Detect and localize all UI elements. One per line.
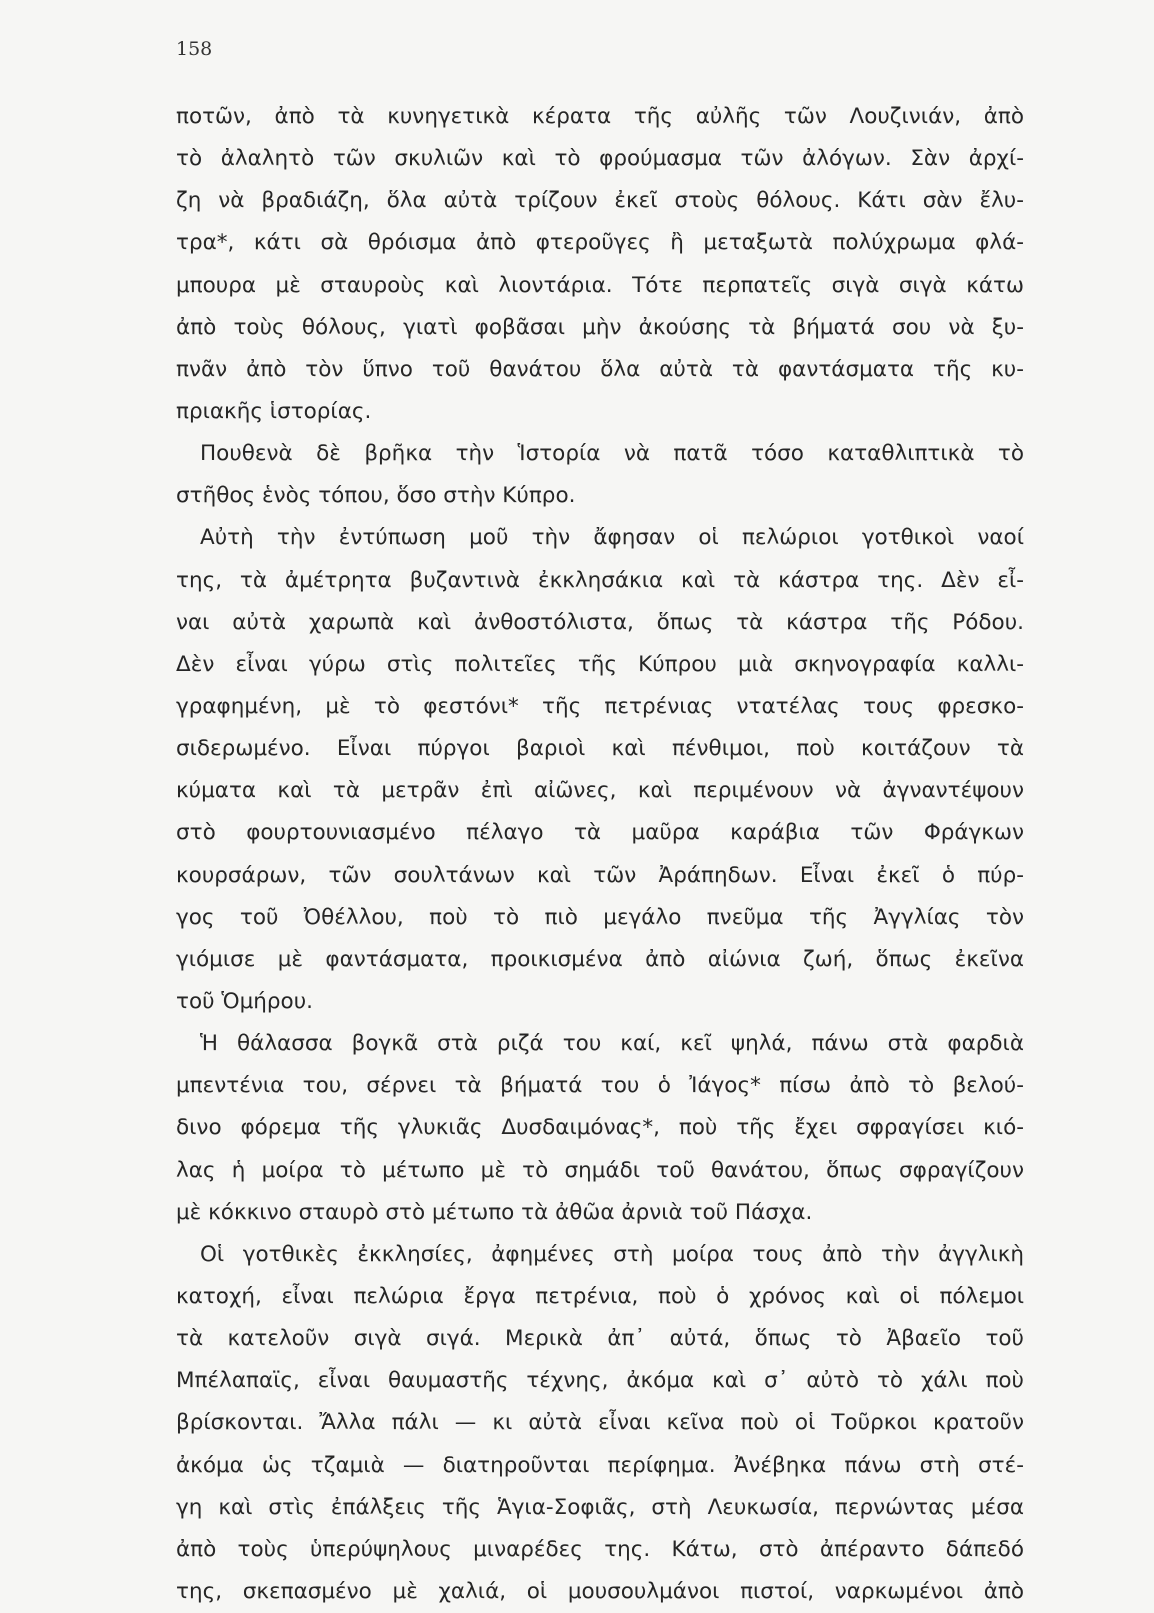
text-line: κύματα καὶ τὰ μετρᾶν ἐπὶ αἰῶνες, καὶ περιμένουν νὰ ἀγναντέψουν xyxy=(176,778,1024,804)
text-line: τρα*, κάτι σὰ θρόισμα ἀπὸ φτεροῦγες ἢ μεταξωτὰ πολύχρωμα φλά- xyxy=(176,230,1024,256)
text-line: της, τὰ ἀμέτρητα βυζαντινὰ ἐκκλησάκια καὶ τὰ κάστρα της. Δὲν εἶ- xyxy=(176,567,1024,593)
body-text xyxy=(176,96,1024,1613)
text-line: γιόμισε μὲ φαντάσματα, προικισμένα ἀπὸ αἰώνια ζωή, ὅπως ἐκεῖνα xyxy=(176,946,1024,972)
text-line: γη καὶ στὶς ἐπάλξεις τῆς Ἁγια-Σοφιᾶς, στὴ Λευκωσία, περνώντας μέσα xyxy=(176,1494,1024,1520)
text-line: λας ἡ μοίρα τὸ μέτωπο μὲ τὸ σημάδι τοῦ θανάτου, ὅπως σφραγίζουν xyxy=(176,1157,1024,1183)
text-line: τὸ ἀλαλητὸ τῶν σκυλιῶν καὶ τὸ φρούμασμα τῶν ἀλόγων. Σὰν ἀρχί- xyxy=(176,146,1024,172)
text-line: μπουρα μὲ σταυροὺς καὶ λιοντάρια. Τότε περπατεῖς σιγὰ σιγὰ κάτω xyxy=(176,272,1024,298)
text-line: ἀπὸ τοὺς θόλους, γιατὶ φοβᾶσαι μὴν ἀκούσης τὰ βήματά σου νὰ ξυ- xyxy=(176,314,1024,340)
text-line: Ἡ θάλασσα βογκᾶ στὰ ριζά του καί, κεῖ ψηλά, πάνω στὰ φαρδιὰ xyxy=(200,1031,1024,1057)
text-line: βρίσκονται. Ἄλλα πάλι — κι αὐτὰ εἶναι κεῖνα ποὺ οἱ Τοῦρκοι κρατοῦν xyxy=(176,1410,1024,1436)
text-line: τοῦ Ὁμήρου. xyxy=(176,988,313,1014)
text-line: γραφημένη, μὲ τὸ φεστόνι* τῆς πετρένιας ντατέλας τους φρεσκο- xyxy=(176,693,1024,719)
text-line: της, σκεπασμένο μὲ χαλιά, οἱ μουσουλμάνοι πιστοί, ναρκωμένοι ἀπὸ xyxy=(176,1578,1024,1604)
text-line: Οἱ γοτθικὲς ἐκκλησίες, ἀφημένες στὴ μοίρα τους ἀπὸ τὴν ἀγγλικὴ xyxy=(200,1241,1024,1267)
text-line: τὰ κατελοῦν σιγὰ σιγά. Μερικὰ ἀπ᾽ αὐτά, ὅπως τὸ Ἀβαεῖο τοῦ xyxy=(176,1326,1024,1352)
text-line: ἀκόμα ὡς τζαμιὰ — διατηροῦνται περίφημα. Ἀνέβηκα πάνω στὴ στέ- xyxy=(176,1452,1024,1478)
text-line: κουρσάρων, τῶν σουλτάνων καὶ τῶν Ἀράπηδων. Εἶναι ἐκεῖ ὁ πύρ- xyxy=(176,862,1024,888)
text-line: μὲ κόκκινο σταυρὸ στὸ μέτωπο τὰ ἀθῶα ἀρνιὰ τοῦ Πάσχα. xyxy=(176,1199,813,1225)
text-line: Αὐτὴ τὴν ἐντύπωση μοῦ τὴν ἄφησαν οἱ πελώριοι γοτθικοὶ ναοί xyxy=(200,525,1024,551)
text-line: ναι αὐτὰ χαρωπὰ καὶ ἀνθοστόλιστα, ὅπως τὰ κάστρα τῆς Ρόδου. xyxy=(176,609,1024,635)
text-line: πνᾶν ἀπὸ τὸν ὕπνο τοῦ θανάτου ὅλα αὐτὰ τὰ φαντάσματα τῆς κυ- xyxy=(176,356,1024,382)
text-line: πριακῆς ἱστορίας. xyxy=(176,398,372,424)
text-line: δινο φόρεμα τῆς γλυκιᾶς Δυσδαιμόνας*, ποὺ τῆς ἔχει σφραγίσει κιό- xyxy=(176,1115,1024,1141)
text-line: Πουθενὰ δὲ βρῆκα τὴν Ἱστορία νὰ πατᾶ τόσο καταθλιπτικὰ τὸ xyxy=(200,441,1024,467)
text-line: στῆθος ἑνὸς τόπου, ὅσο στὴν Κύπρο. xyxy=(176,483,576,509)
page-number: 158 xyxy=(176,38,213,60)
text-line: ζη νὰ βραδιάζη, ὅλα αὐτὰ τρίζουν ἐκεῖ στοὺς θόλους. Κάτι σὰν ἔλυ- xyxy=(176,188,1024,214)
text-line: Μπέλαπαϊς, εἶναι θαυμαστῆς τέχνης, ἀκόμα καὶ σ᾽ αὐτὸ τὸ χάλι ποὺ xyxy=(176,1368,1024,1394)
text-line: σιδερωμένο. Εἶναι πύργοι βαριοὶ καὶ πένθιμοι, ποὺ κοιτάζουν τὰ xyxy=(176,736,1024,762)
text-line: γος τοῦ Ὀθέλλου, ποὺ τὸ πιὸ μεγάλο πνεῦμα τῆς Ἀγγλίας τὸν xyxy=(176,904,1024,930)
text-line: στὸ φουρτουνιασμένο πέλαγο τὰ μαῦρα καράβια τῶν Φράγκων xyxy=(176,820,1024,846)
text-line: κατοχή, εἶναι πελώρια ἔργα πετρένια, ποὺ ὁ χρόνος καὶ οἱ πόλεμοι xyxy=(176,1283,1024,1309)
text-line: Δὲν εἶναι γύρω στὶς πολιτεῖες τῆς Κύπρου μιὰ σκηνογραφία καλλι- xyxy=(176,651,1024,677)
text-line: ποτῶν, ἀπὸ τὰ κυνηγετικὰ κέρατα τῆς αὐλῆς τῶν Λουζινιάν, ἀπὸ xyxy=(176,104,1024,129)
text-line: μπεντένια του, σέρνει τὰ βήματά του ὁ Ἰάγος* πίσω ἀπὸ τὸ βελού- xyxy=(176,1073,1024,1099)
text-line: ἀπὸ τοὺς ὑπερύψηλους μιναρέδες της. Κάτω, στὸ ἀπέραντο δάπεδό xyxy=(176,1536,1024,1562)
